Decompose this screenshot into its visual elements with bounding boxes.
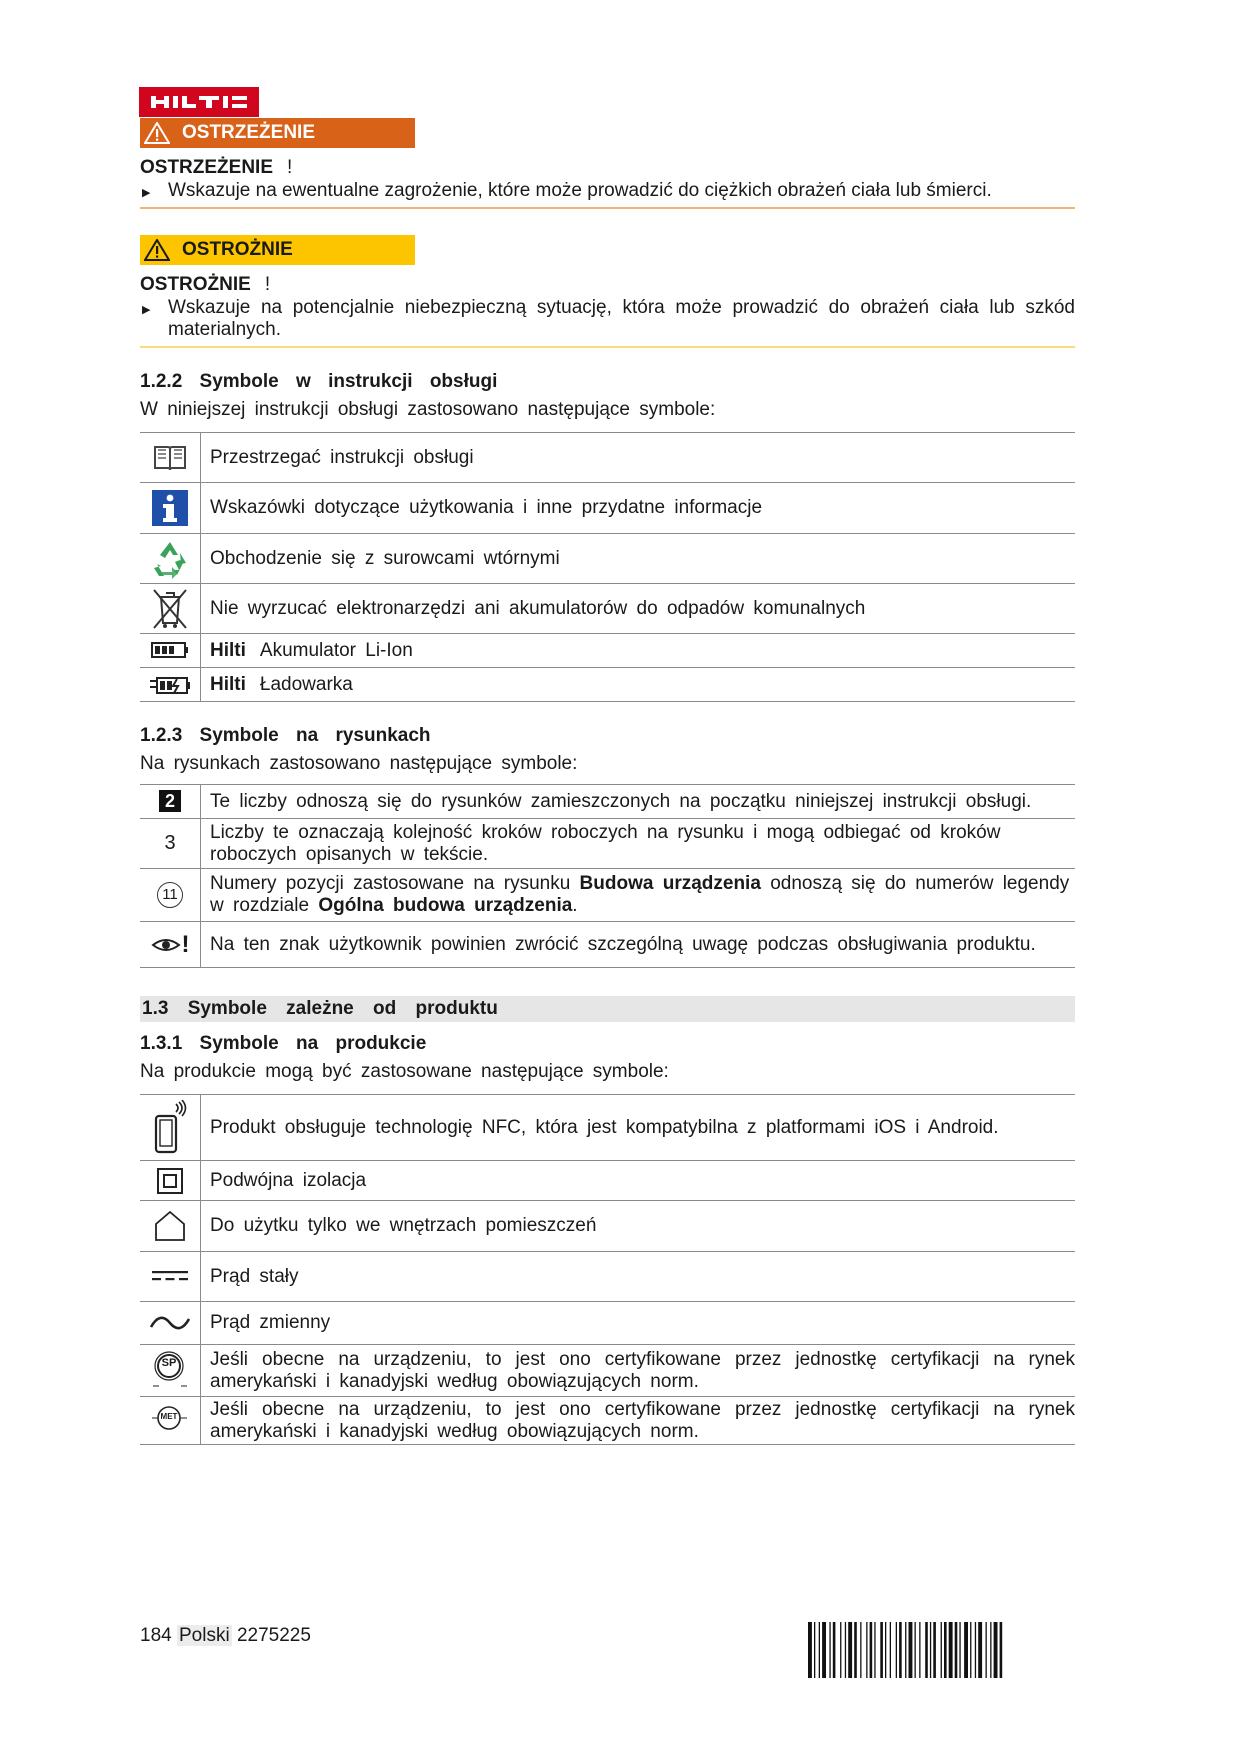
alternating-current-icon	[149, 1312, 191, 1333]
caution-title: OSTROŻNIE !	[140, 274, 271, 295]
caution-label-text: OSTROŻNIE	[182, 239, 293, 260]
symbols-figures-table	[140, 784, 1075, 968]
table-row: Hilti Ładowarka	[140, 668, 1075, 702]
table-row: Produkt obsługuje technologię NFC, która jest kompatybilna z platformami iOS i Android.	[140, 1095, 1075, 1161]
bullet-arrow-icon: ▶	[142, 187, 151, 199]
table-row: 11 Numery pozycji zastosowane na rysunku Budowa urządzenia odnoszą się do numerów legendy w rozdziale Ogólna budowa urządzenia.	[140, 869, 1075, 922]
table-row: Podwójna izolacja	[140, 1161, 1075, 1201]
section-1-2-3-intro: Na rysunkach zastosowano następujące symbole:	[140, 753, 578, 774]
table-row: SP Jeśli obecne na urządzeniu, to jest ono certyfikowane przez jednostkę certyfikacji na rynek amerykański i kanadyjski według obowiązujących norm.	[140, 1345, 1075, 1397]
page-number: 184	[140, 1625, 172, 1646]
warning-title: OSTRZEŻENIE !	[140, 157, 293, 178]
double-insulation-icon	[156, 1170, 184, 1191]
table-row: MET Jeśli obecne na urządzeniu, to jest ono certyfikowane przez jednostkę certyfikacji na rynek amerykański i kanadyjski według obowiązujących norm.	[140, 1397, 1075, 1445]
section-1-2-2-heading: 1.2.2 Symbole w instrukcji obsługi	[140, 371, 498, 392]
table-row: Nie wyrzucać elektronarzędzi ani akumulatorów do odpadów komunalnych	[140, 584, 1075, 634]
bullet-arrow-icon: ▶	[142, 304, 151, 316]
table-row: 2 Te liczby odnoszą się do rysunków zamieszczonych na początku niniejszej instrukcji obsługi.	[140, 785, 1075, 819]
table-row: Prąd stały	[140, 1252, 1075, 1302]
indoor-house-icon	[153, 1215, 187, 1236]
page-footer	[140, 1625, 311, 1647]
figure-number-icon: 2	[159, 790, 181, 812]
attention-eye-icon: !	[151, 934, 190, 955]
charger-icon	[149, 674, 191, 695]
info-icon	[151, 497, 189, 518]
csa-cert-icon: SP	[150, 1348, 190, 1388]
table-row: ! Na ten znak użytkownik powinien zwrócić szczególną uwagę podczas obsługiwania produktu.	[140, 922, 1075, 968]
barcode	[808, 1622, 1063, 1678]
recycle-icon	[150, 548, 190, 569]
caution-signal-label	[140, 235, 415, 265]
table-row: 3 Liczby te oznaczają kolejność kroków roboczych na rysunku i mogą odbiegać od kroków roboczych opisanych w tekście.	[140, 819, 1075, 869]
crossed-bin-icon	[151, 598, 189, 619]
warning-triangle-icon	[144, 122, 170, 144]
warning-label-text: OSTRZEŻENIE	[182, 122, 316, 143]
section-1-3-heading: 1.3 Symbole zależne od produktu	[140, 996, 1075, 1022]
section-1-2-2-intro: W niniejszej instrukcji obsługi zastosowano następujące symbole:	[140, 399, 716, 420]
symbols-manual-table	[140, 432, 1075, 702]
section-1-3-1-heading: 1.3.1 Symbole na produkcie	[140, 1033, 427, 1054]
warning-signal-label	[140, 118, 415, 148]
section-1-2-3-heading: 1.2.3 Symbole na rysunkach	[140, 725, 431, 746]
table-row: Hilti Akumulator Li-Ion	[140, 634, 1075, 668]
table-row: Przestrzegać instrukcji obsługi	[140, 433, 1075, 483]
table-row: Prąd zmienny	[140, 1302, 1075, 1345]
table-row: Do użytku tylko we wnętrzach pomieszczeń	[140, 1201, 1075, 1252]
symbols-product-table	[140, 1094, 1075, 1445]
footer-language: Polski	[178, 1625, 230, 1646]
caution-triangle-icon	[144, 239, 170, 261]
table-row: Obchodzenie się z surowcami wtórnymi	[140, 534, 1075, 584]
doc-number: 2275225	[236, 1625, 311, 1646]
nfc-phone-icon	[152, 1117, 188, 1138]
warning-text: ▶ Wskazuje na ewentualne zagrożenie, które może prowadzić do ciężkich obrażeń ciała lub śmierci.	[140, 180, 1075, 207]
section-1-3-1-intro: Na produkcie mogą być zastosowane następujące symbole:	[140, 1061, 669, 1082]
battery-icon	[150, 640, 190, 661]
position-number-icon: 11	[157, 882, 183, 908]
step-number-icon: 3	[164, 832, 176, 854]
met-cert-icon: MET	[150, 1403, 190, 1433]
table-row: Wskazówki dotyczące użytkowania i inne przydatne informacje	[140, 483, 1075, 534]
caution-text: ▶ Wskazuje na potencjalnie niebezpieczną sytuację, która może prowadzić do obrażeń ciała lub szkód materialnych.	[142, 297, 1075, 340]
direct-current-icon	[150, 1266, 190, 1287]
manual-book-icon	[152, 447, 188, 468]
